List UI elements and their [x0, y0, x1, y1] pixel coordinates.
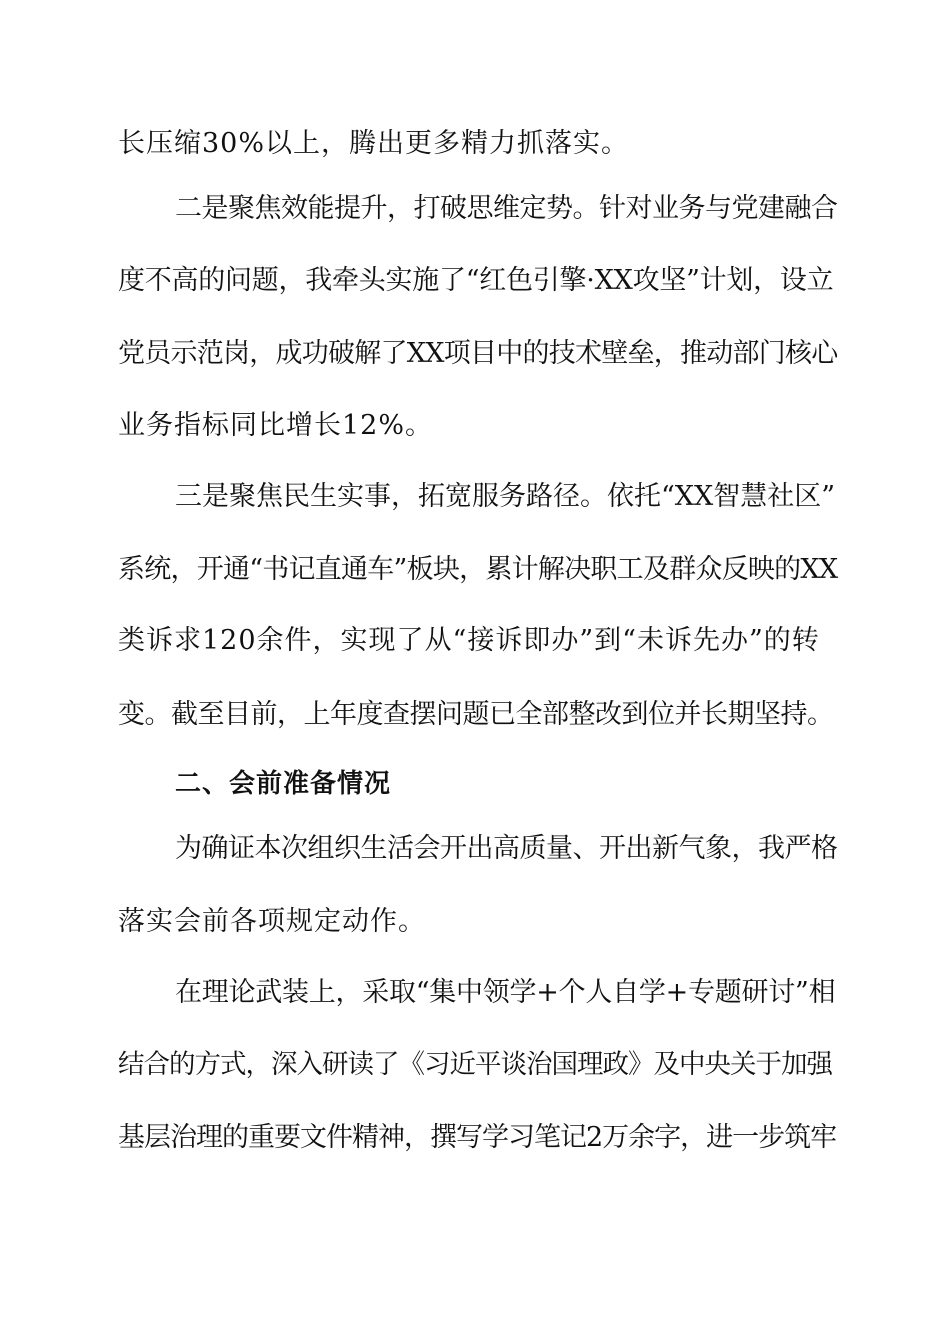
section-heading: 二、会前准备情况 [175, 769, 392, 799]
paragraph-line: 为确证本次组织生活会开出高质量、开出新气象，我严格 [175, 833, 838, 864]
paragraph-line: 系统，开通“书记直通车”板块，累计解决职工及群众反映的XX [118, 554, 838, 585]
paragraph-line: 二是聚焦效能提升，打破思维定势。针对业务与党建融合 [175, 193, 838, 224]
paragraph-line: 党员示范岗，成功破解了XX项目中的技术壁垒，推动部门核心 [118, 338, 838, 369]
paragraph-line: 在理论武装上，采取“集中领学+个人自学+专题研讨”相 [175, 977, 836, 1008]
paragraph-line: 变。截至目前，上年度查摆问题已全部整改到位并长期坚持。 [118, 699, 834, 730]
paragraph-line: 落实会前各项规定动作。 [118, 906, 426, 937]
paragraph-line: 基层治理的重要文件精神，撰写学习笔记2万余字，进一步筑牢 [118, 1122, 837, 1153]
paragraph-line: 结合的方式，深入研读了《习近平谈治国理政》及中央关于加强 [118, 1049, 832, 1080]
paragraph-line: 类诉求120余件，实现了从“接诉即办”到“未诉先办”的转 [118, 625, 820, 656]
paragraph-line: 长压缩30%以上，腾出更多精力抓落实。 [118, 128, 630, 159]
paragraph-line: 业务指标同比增长12%。 [118, 410, 434, 441]
paragraph-line: 度不高的问题，我牵头实施了“红色引擎·XX攻坚”计划，设立 [118, 265, 834, 296]
paragraph-line: 三是聚焦民生实事，拓宽服务路径。依托“XX智慧社区” [175, 481, 836, 512]
